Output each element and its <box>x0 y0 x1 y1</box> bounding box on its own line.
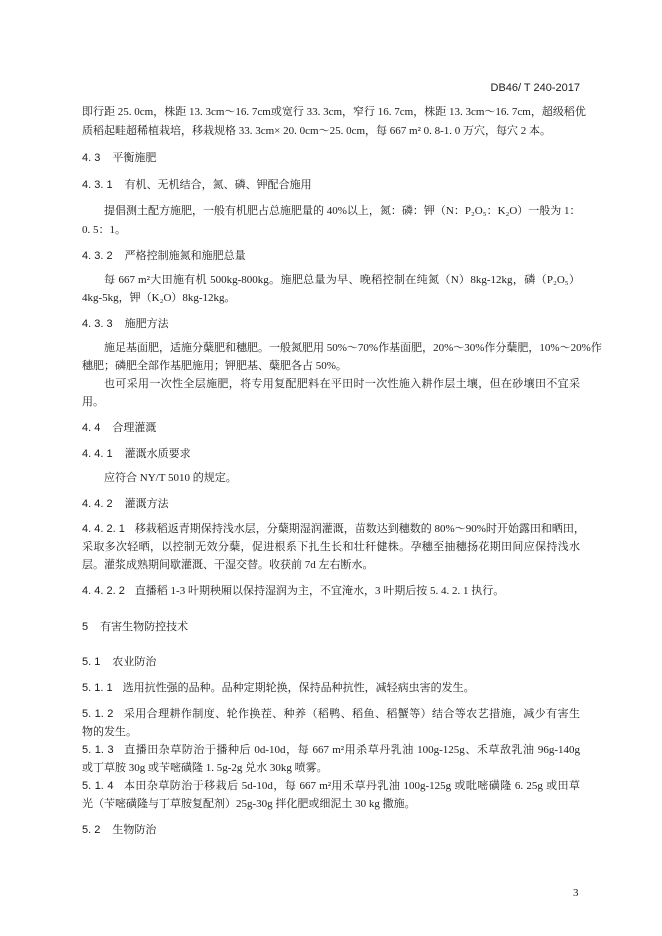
clause-number: 4. 4. 2. 2 <box>82 585 125 597</box>
chapter-heading-5 <box>82 618 580 636</box>
standard-code-header: DB46/ T 240-2017 <box>490 82 580 94</box>
paragraph-line: 光（苄嘧磺隆与丁草胺复配剂）25g-30g 拌化肥或细泥土 30 kg 撒施。 <box>82 798 416 810</box>
paragraph-line: 或丁草胺 30g 或苄嘧磺隆 1. 5g-2g 兑水 30kg 喷雾。 <box>82 762 328 774</box>
section-title: 严格控制施氮和施肥总量 <box>124 250 246 262</box>
section-title: 平衡施肥 <box>112 152 157 164</box>
paragraph-line: 即行距 25. 0cm，株距 13. 3cm～16. 7cm或宽行 33. 3cm，窄行 16. 7cm，株距 13. 3cm～16. 7cm，超级稻优 <box>82 106 586 118</box>
clause-text: 直播稻 1-3 叶期秧厢以保持湿润为主，不宜淹水，3 叶期后按 5. 4. 2. 1 执行。 <box>134 585 505 597</box>
section-heading-4-3 <box>82 149 580 167</box>
paragraph-line: 4kg-5kg，钾（K₂O）8kg-12kg。 <box>82 292 236 304</box>
paragraph-line: 0. 5：1。 <box>82 224 126 236</box>
section-number: 4. 3. 3 <box>82 318 113 330</box>
clause-text: 采用合理耕作制度、轮作换茬、种养（稻鸭、稻鱼、稻蟹等）结合等农艺措施，减少有害生 <box>123 708 581 720</box>
paragraph-line: 施足基面肥，适施分蘖肥和穗肥。一般氮肥用 50%～70%作基面肥，20%～30%作分蘖肥，10%～20%作 <box>104 342 602 354</box>
section-title: 灌溉水质要求 <box>124 448 191 460</box>
paragraph-line: 采取多次轻晒，以控制无效分蘖，促进根系下扎生长和壮秆健株。孕穗至抽穗扬花期田间应保持浅水 <box>82 541 580 553</box>
clause-text: 本田杂草防治于移栽后 5d-10d，每 667 m²用禾草丹乳油 100g-125g 或吡嘧磺隆 6. 25g 或田草 <box>123 780 580 792</box>
clause-text: 直播田杂草防治于播种后 0d-10d，每 667 m²用杀草丹乳油 100g-125g、禾草敌乳油 96g-140g <box>123 744 581 756</box>
clause-number: 5. 1. 3 <box>82 744 114 756</box>
section-number: 4. 3. 1 <box>82 179 113 191</box>
section-number: 5. 1 <box>82 656 101 668</box>
section-heading-4-4-1 <box>82 445 580 463</box>
paragraph-line: 也可采用一次性全层施肥，将专用复配肥料在平田时一次性施入耕作层土壤，但在砂壤田不宜采 <box>104 378 580 390</box>
section-heading-4-4-2 <box>82 495 580 513</box>
clause-5-1-4 <box>82 777 580 795</box>
page-number: 3 <box>573 887 579 899</box>
clause-5-1-2 <box>82 705 580 723</box>
paragraph-line: 穗肥；磷肥全部作基肥施用；钾肥基、蘖肥各占 50%。 <box>82 360 347 372</box>
section-heading-4-3-2 <box>82 247 580 265</box>
section-heading-5-2 <box>82 821 580 839</box>
clause-number: 5. 1. 4 <box>82 780 114 792</box>
section-title: 施肥方法 <box>124 318 169 330</box>
section-title: 生物防治 <box>112 824 157 836</box>
section-title: 农业防治 <box>112 656 157 668</box>
section-number: 4. 4. 2 <box>82 498 113 510</box>
clause-number: 5. 1. 2 <box>82 708 114 720</box>
section-heading-4-3-1 <box>82 176 580 194</box>
paragraph-line: 应符合 NY/T 5010 的规定。 <box>104 472 237 484</box>
section-heading-4-4 <box>82 419 580 437</box>
clause-5-1-1 <box>82 679 580 697</box>
paragraph-line: 用。 <box>82 396 104 408</box>
clause-4-4-2-2 <box>82 582 580 600</box>
section-heading-5-1 <box>82 653 580 671</box>
section-title: 灌溉方法 <box>124 498 169 510</box>
paragraph-line: 每 667 m²大田施有机 500kg-800kg。施肥总量为早、晚稻控制在纯氮（N）8kg-12kg，磷（P₂O₅） <box>104 274 580 286</box>
clause-text: 移栽稻返青期保持浅水层，分蘖期湿润灌溉，苗数达到穗数的 80%～90%时开始露田和晒田， <box>134 523 585 535</box>
section-number: 4. 3 <box>82 152 101 164</box>
paragraph-line: 提倡测土配方施肥，一般有机肥占总施肥量的 40%以上，氮：磷：钾（N：P₂O₅：K₂O）一般为 1： <box>104 205 581 217</box>
section-title: 有害生物防控技术 <box>100 621 189 633</box>
paragraph-line: 层。灌浆成熟期间歇灌溉、干湿交替。收获前 7d 左右断水。 <box>82 559 374 571</box>
clause-4-4-2-1 <box>82 520 585 538</box>
section-title: 合理灌溉 <box>112 422 157 434</box>
section-number: 4. 4 <box>82 422 101 434</box>
clause-text: 选用抗性强的品种。品种定期轮换，保持品种抗性，减轻病虫害的发生。 <box>122 682 475 694</box>
paragraph-line: 质稻起畦超稀植栽培，移栽规格 33. 3cm× 20. 0cm～25. 0cm，每 667 m² 0. 8-1. 0 万穴，每穴 2 本。 <box>82 125 552 137</box>
clause-number: 5. 1. 1 <box>82 682 113 694</box>
section-number: 4. 4. 1 <box>82 448 113 460</box>
section-number: 5 <box>82 621 89 633</box>
paragraph-line: 物的发生。 <box>82 726 137 738</box>
section-title: 有机、无机结合，氮、磷、钾配合施用 <box>124 179 312 191</box>
section-heading-4-3-3 <box>82 315 580 333</box>
section-number: 4. 3. 2 <box>82 250 113 262</box>
section-number: 5. 2 <box>82 824 101 836</box>
clause-5-1-3 <box>82 741 580 759</box>
clause-number: 4. 4. 2. 1 <box>82 523 125 535</box>
